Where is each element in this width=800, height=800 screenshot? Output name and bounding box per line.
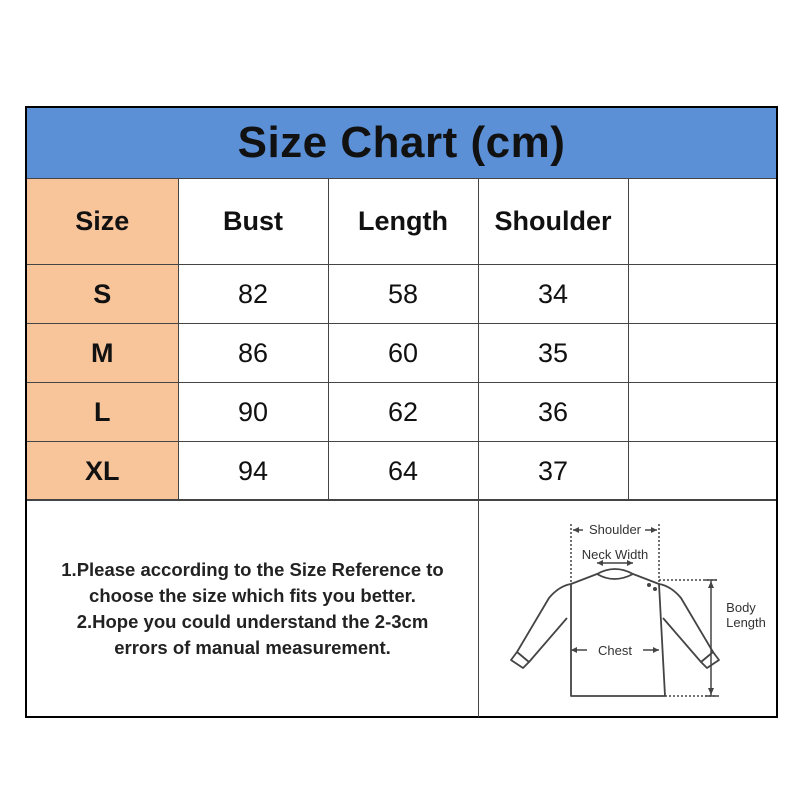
footer-section	[27, 499, 776, 717]
chest-label: Chest	[598, 643, 632, 658]
size-cell: L	[27, 383, 178, 442]
header-bust: Bust	[178, 179, 328, 265]
bust-cell: 82	[178, 265, 328, 324]
button-dot	[647, 583, 651, 587]
note-line: 1.Please according to the Size Reference to	[61, 558, 444, 580]
size-chart-sheet	[25, 106, 778, 718]
header-length: Length	[328, 179, 478, 265]
button-dot	[653, 587, 657, 591]
note-line: choose the size which fits you better.	[89, 584, 416, 606]
size-notes	[27, 500, 479, 717]
empty-cell	[628, 442, 776, 501]
shoulder-cell: 37	[478, 442, 628, 501]
length-cell: 62	[328, 383, 478, 442]
length-cell: 60	[328, 324, 478, 383]
shoulder-cell: 35	[478, 324, 628, 383]
measurement-diagram	[479, 500, 776, 717]
header-shoulder: Shoulder	[478, 179, 628, 265]
table-row	[27, 324, 776, 383]
table-row	[27, 442, 776, 501]
body-length-label: Length	[726, 615, 766, 630]
empty-cell	[628, 324, 776, 383]
shirt-outline-icon	[511, 569, 719, 696]
neck-width-label: Neck Width	[581, 547, 649, 562]
size-cell: XL	[27, 442, 178, 501]
header-size: Size	[27, 179, 178, 265]
table-header-row	[27, 179, 776, 265]
page-title: Size Chart (cm)	[237, 118, 566, 167]
note-line: errors of manual measurement.	[114, 636, 391, 658]
bust-cell: 94	[178, 442, 328, 501]
shirt-diagram	[479, 500, 776, 717]
shoulder-cell: 34	[478, 265, 628, 324]
empty-cell	[628, 383, 776, 442]
note-line: 2.Hope you could understand the 2-3cm	[76, 610, 429, 632]
shoulder-cell: 36	[478, 383, 628, 442]
header-empty	[628, 179, 776, 265]
bust-cell: 86	[178, 324, 328, 383]
title-bar	[27, 108, 776, 179]
length-cell: 58	[328, 265, 478, 324]
shoulder-label: Shoulder	[588, 522, 642, 537]
bust-cell: 90	[178, 383, 328, 442]
table-row	[27, 265, 776, 324]
size-table	[27, 178, 776, 501]
body-length-label: Body	[726, 600, 756, 615]
size-cell: S	[27, 265, 178, 324]
body-length-arrow-icon	[659, 580, 719, 696]
table-row	[27, 383, 776, 442]
empty-cell	[628, 265, 776, 324]
length-cell: 64	[328, 442, 478, 501]
size-cell: M	[27, 324, 178, 383]
